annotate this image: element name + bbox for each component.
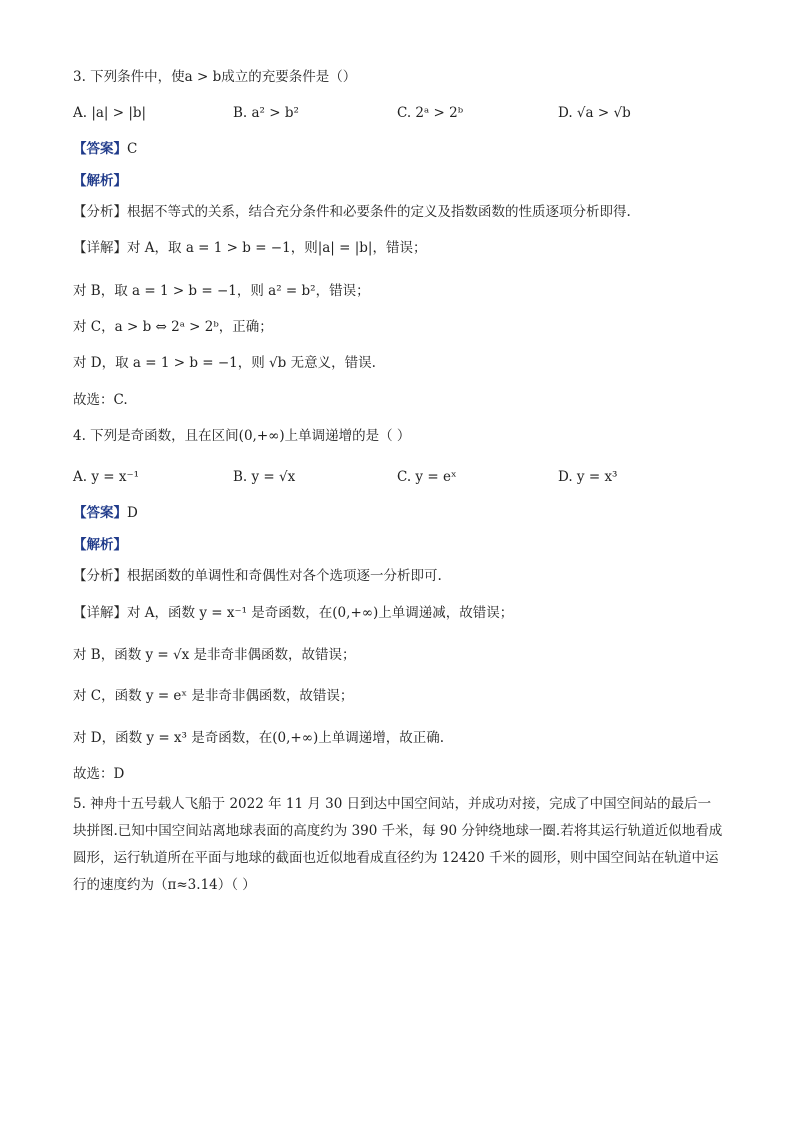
q4-option-a: A. y = x⁻¹ xyxy=(73,469,140,485)
q4-detail-c: 对 C，函数 y = eˣ 是非奇非偶函数，故错误； xyxy=(73,688,354,704)
q3-answer-line xyxy=(73,139,137,159)
q3-detail-d: 对 D，取 a = 1 > b = −1，则 √b 无意义，错误. xyxy=(73,355,376,371)
q3-analysis-tag: 【解析】 xyxy=(73,173,127,189)
q3-fenxi: 【分析】根据不等式的关系，结合充分条件和必要条件的定义及指数函数的性质逐项分析即得. xyxy=(73,204,631,220)
q4-detail-b: 对 B，函数 y = √x 是非奇非偶函数，故错误； xyxy=(73,647,356,663)
q3-option-a: A. |a| > |b| xyxy=(73,105,147,121)
q4-answer: D xyxy=(127,505,138,521)
q4-stem: 4. 下列是奇函数，且在区间(0,+∞)上单调递增的是（ ） xyxy=(73,428,411,444)
q5-stem: 5. 神舟十五号载人飞船于 2022 年 11 月 30 日到达中国空间站，并成功对接，完成了中国空间站的最后一块拼图.已知中国空间站离地球表面的高度约为 390 千米，每 90 分钟绕地球一圈.若将其运行轨道近似地看成圆形，运行轨道所在平面与地球的截面也近似地看成直径约为 12420 千米的圆形，则中国空间站在轨道中运行的速度约为（π≈3.14）（ ） xyxy=(73,796,723,893)
q3-detail-a: 【详解】对 A，取 a = 1 > b = −1，则|a| = |b|，错误； xyxy=(73,240,427,256)
q3-option-d: D. √a > √b xyxy=(558,105,631,121)
q3-answer-tag: 【答案】 xyxy=(73,141,127,157)
q3-detail-c: 对 C，a > b ⇔ 2ᵃ > 2ᵇ，正确； xyxy=(73,319,273,335)
q3-stem: 3. 下列条件中，使a > b成立的充要条件是（） xyxy=(73,69,357,85)
q4-conclusion: 故选：D xyxy=(73,766,125,782)
q4-analysis-tag: 【解析】 xyxy=(73,537,127,553)
q3-answer: C xyxy=(127,141,138,157)
q4-option-c: C. y = eˣ xyxy=(397,469,457,485)
q3-conclusion: 故选：C. xyxy=(73,392,128,408)
q4-option-d: D. y = x³ xyxy=(558,469,618,485)
q3-detail-b: 对 B，取 a = 1 > b = −1，则 a² = b²，错误； xyxy=(73,283,370,299)
q4-answer-tag: 【答案】 xyxy=(73,505,127,521)
q4-option-b: B. y = √x xyxy=(233,469,296,485)
q4-fenxi: 【分析】根据函数的单调性和奇偶性对各个选项逐一分析即可. xyxy=(73,568,442,584)
q3-option-b: B. a² > b² xyxy=(233,105,299,121)
q4-detail-a: 【详解】对 A，函数 y = x⁻¹ 是奇函数，在(0,+∞)上单调递减，故错误； xyxy=(73,605,514,621)
q4-detail-d: 对 D，函数 y = x³ 是奇函数，在(0,+∞)上单调递增，故正确. xyxy=(73,730,445,746)
q4-answer-line xyxy=(73,503,138,523)
q3-option-c: C. 2ᵃ > 2ᵇ xyxy=(397,105,464,121)
